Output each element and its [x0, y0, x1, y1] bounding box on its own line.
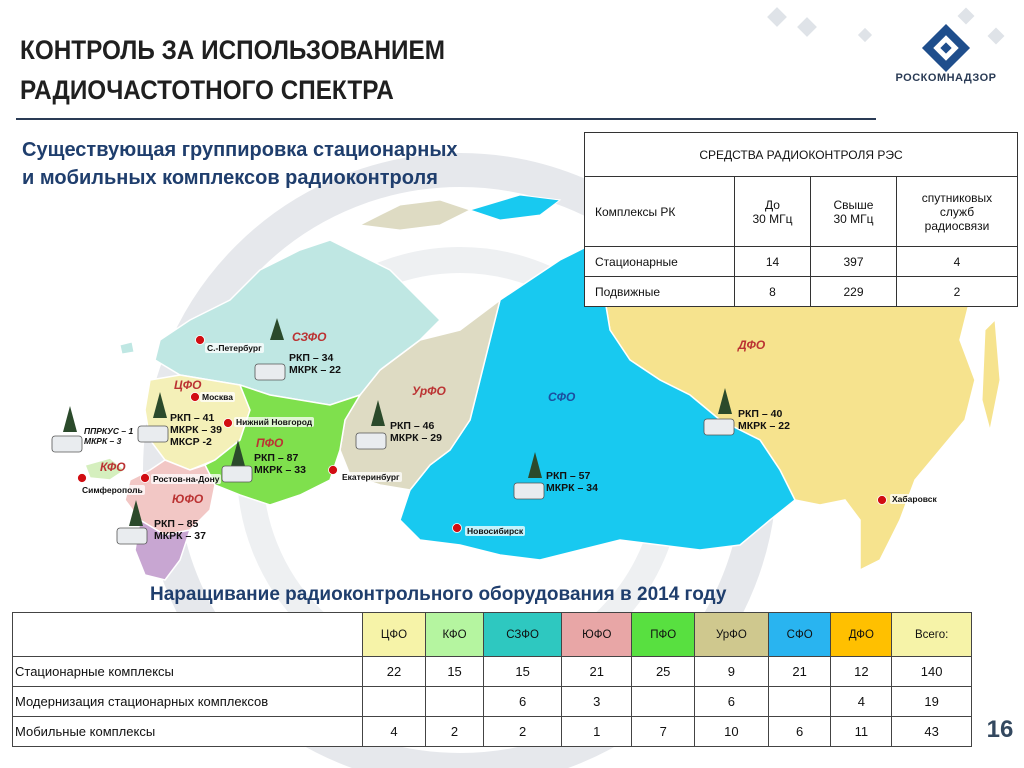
cell: 4 [363, 717, 426, 747]
page-number: 16 [986, 716, 1014, 743]
cell [363, 687, 426, 717]
city-label-nsk: Новосибирск [467, 526, 524, 536]
city-label-ekb: Екатеринбург [342, 472, 400, 482]
marker-nn [224, 419, 233, 428]
table-row [585, 277, 1018, 307]
rk-col-above-30-l1: Свыше [833, 197, 874, 212]
marker-spb [196, 336, 205, 345]
marker-khab [878, 496, 887, 505]
table-row [13, 657, 972, 687]
row-label: Подвижные [585, 277, 735, 307]
header-cell: ЮФО [562, 613, 632, 657]
title-divider [16, 118, 876, 120]
city-label-moscow: Москва [202, 392, 233, 402]
stat-line: МКРК – 37 [154, 530, 206, 542]
header-cell: КФО [426, 613, 484, 657]
antenna-icon [63, 406, 77, 432]
cell: 4 [831, 687, 892, 717]
cell: 11 [831, 717, 892, 747]
rk-col-below-30-l1: До [765, 197, 780, 212]
equipment-2014-table [12, 612, 972, 747]
dfo-stats [738, 408, 790, 432]
marker-moscow [191, 393, 200, 402]
subtitle-line-2: и мобильных комплексов радиоконтроля [22, 167, 438, 189]
urfo-stats [390, 420, 442, 444]
cell: 3 [562, 687, 632, 717]
city-label-simferopol: Симферополь [82, 485, 143, 495]
district-label-pfo: ПФО [256, 436, 284, 450]
cell: 10 [694, 717, 768, 747]
rk-col-above-30 [811, 177, 897, 247]
kfo-stats [84, 426, 133, 446]
van-icon [222, 466, 252, 482]
roskomnadzor-logo-icon [876, 20, 1016, 100]
table-row [13, 717, 972, 747]
cell: 6 [484, 687, 562, 717]
cell: 12 [831, 657, 892, 687]
cell: 19 [892, 687, 972, 717]
marker-simferopol [78, 474, 87, 483]
stat-line: МКРК – 3 [84, 436, 122, 446]
district-label-cfo: ЦФО [174, 378, 202, 392]
cell: 43 [892, 717, 972, 747]
van-icon [117, 528, 147, 544]
table-header-row [13, 613, 972, 657]
rk-table-title: СРЕДСТВА РАДИОКОНТРОЛЯ РЭС [585, 133, 1018, 177]
row-label: Стационарные комплексы [13, 657, 363, 687]
marker-rostov [141, 474, 150, 483]
rk-col-below-30 [735, 177, 811, 247]
stat-line: ППРКУС – 1 [84, 426, 134, 436]
yufo-stats [154, 518, 206, 542]
stat-line: РКП – 34 [289, 352, 334, 364]
section-title: Наращивание радиоконтрольного оборудования в 2014 году [150, 584, 727, 605]
cell: 2 [426, 717, 484, 747]
header-cell: ДФО [831, 613, 892, 657]
stat-line: МКРК – 22 [738, 420, 790, 432]
van-icon [356, 433, 386, 449]
cell [768, 687, 831, 717]
rk-col-satellite-l2: служб [939, 204, 975, 219]
cell: 15 [426, 657, 484, 687]
cell: 229 [811, 277, 897, 307]
stat-line: МКСР -2 [170, 436, 212, 448]
subtitle [22, 136, 602, 192]
cell: 6 [768, 717, 831, 747]
header-cell: ПФО [632, 613, 695, 657]
title-line-2: РАДИОЧАСТОТНОГО СПЕКТРА [20, 75, 394, 105]
header-cell: ЦФО [363, 613, 426, 657]
cell: 25 [632, 657, 695, 687]
cell: 9 [694, 657, 768, 687]
logo-text: РОСКОМНАДЗОР [895, 72, 997, 84]
pfo-stats [254, 452, 306, 476]
cell: 15 [484, 657, 562, 687]
cell: 4 [897, 247, 1018, 277]
stat-line: МКРК – 22 [289, 364, 341, 376]
cell: 6 [694, 687, 768, 717]
cell [632, 687, 695, 717]
cell: 397 [811, 247, 897, 277]
row-label: Стационарные [585, 247, 735, 277]
page-title [20, 30, 524, 110]
row-label: Мобильные комплексы [13, 717, 363, 747]
rk-col-below-30-l2: 30 МГц [752, 211, 793, 226]
subtitle-line-1: Существующая группировка стационарных [22, 139, 458, 161]
cell: 21 [562, 657, 632, 687]
szfo-stats [289, 352, 341, 376]
district-label-kfo: КФО [100, 460, 126, 474]
district-label-dfo: ДФО [738, 338, 766, 352]
title-line-1: КОНТРОЛЬ ЗА ИСПОЛЬЗОВАНИЕМ [20, 35, 445, 65]
district-label-urfo: УрФО [412, 384, 446, 398]
stat-line: РКП – 41 [170, 412, 215, 424]
city-label-spb: С.-Петербург [207, 343, 262, 353]
van-icon [704, 419, 734, 435]
van-icon [514, 483, 544, 499]
stat-line: РКП – 40 [738, 408, 783, 420]
header-cell: Всего: [892, 613, 972, 657]
cfo-stats [170, 412, 222, 448]
cell: 7 [632, 717, 695, 747]
stat-line: РКП – 57 [546, 470, 591, 482]
table-row [585, 247, 1018, 277]
sfo-stats [546, 470, 598, 494]
district-label-szfo: СЗФО [292, 330, 327, 344]
cell: 14 [735, 247, 811, 277]
district-label-yufo: ЮФО [172, 492, 204, 506]
cell [426, 687, 484, 717]
cell: 140 [892, 657, 972, 687]
city-label-rostov: Ростов-на-Дону [153, 474, 220, 484]
cell: 22 [363, 657, 426, 687]
city-label-nn: Нижний Новгород [236, 417, 313, 427]
header-empty-cell [13, 613, 363, 657]
table-row [13, 687, 972, 717]
rk-col-satellite-l1: спутниковых [921, 190, 993, 205]
stat-line: РКП – 87 [254, 452, 299, 464]
van-icon [255, 364, 285, 380]
city-label-khab: Хабаровск [892, 494, 937, 504]
cell: 21 [768, 657, 831, 687]
van-icon [52, 436, 82, 452]
cell: 1 [562, 717, 632, 747]
stat-line: МКРК – 34 [546, 482, 598, 494]
stat-line: РКП – 85 [154, 518, 199, 530]
rk-col-label: Комплексы РК [585, 177, 735, 247]
cell: 2 [484, 717, 562, 747]
stat-line: МКРК – 39 [170, 424, 222, 436]
rk-col-above-30-l2: 30 МГц [833, 211, 874, 226]
van-icon [138, 426, 168, 442]
rk-col-satellite [897, 177, 1018, 247]
header-cell: СФО [768, 613, 831, 657]
marker-ekb [329, 466, 338, 475]
row-label: Модернизация стационарных комплексов [13, 687, 363, 717]
cell: 2 [897, 277, 1018, 307]
marker-nsk [453, 524, 462, 533]
radio-monitoring-table [584, 132, 1018, 307]
header-cell: СЗФО [484, 613, 562, 657]
cell: 8 [735, 277, 811, 307]
district-label-sfo: СФО [548, 390, 576, 404]
header-cell: УрФО [694, 613, 768, 657]
stat-line: МКРК – 29 [390, 432, 442, 444]
stat-line: РКП – 46 [390, 420, 435, 432]
stat-line: МКРК – 33 [254, 464, 306, 476]
rk-col-satellite-l3: радиосвязи [924, 218, 990, 233]
